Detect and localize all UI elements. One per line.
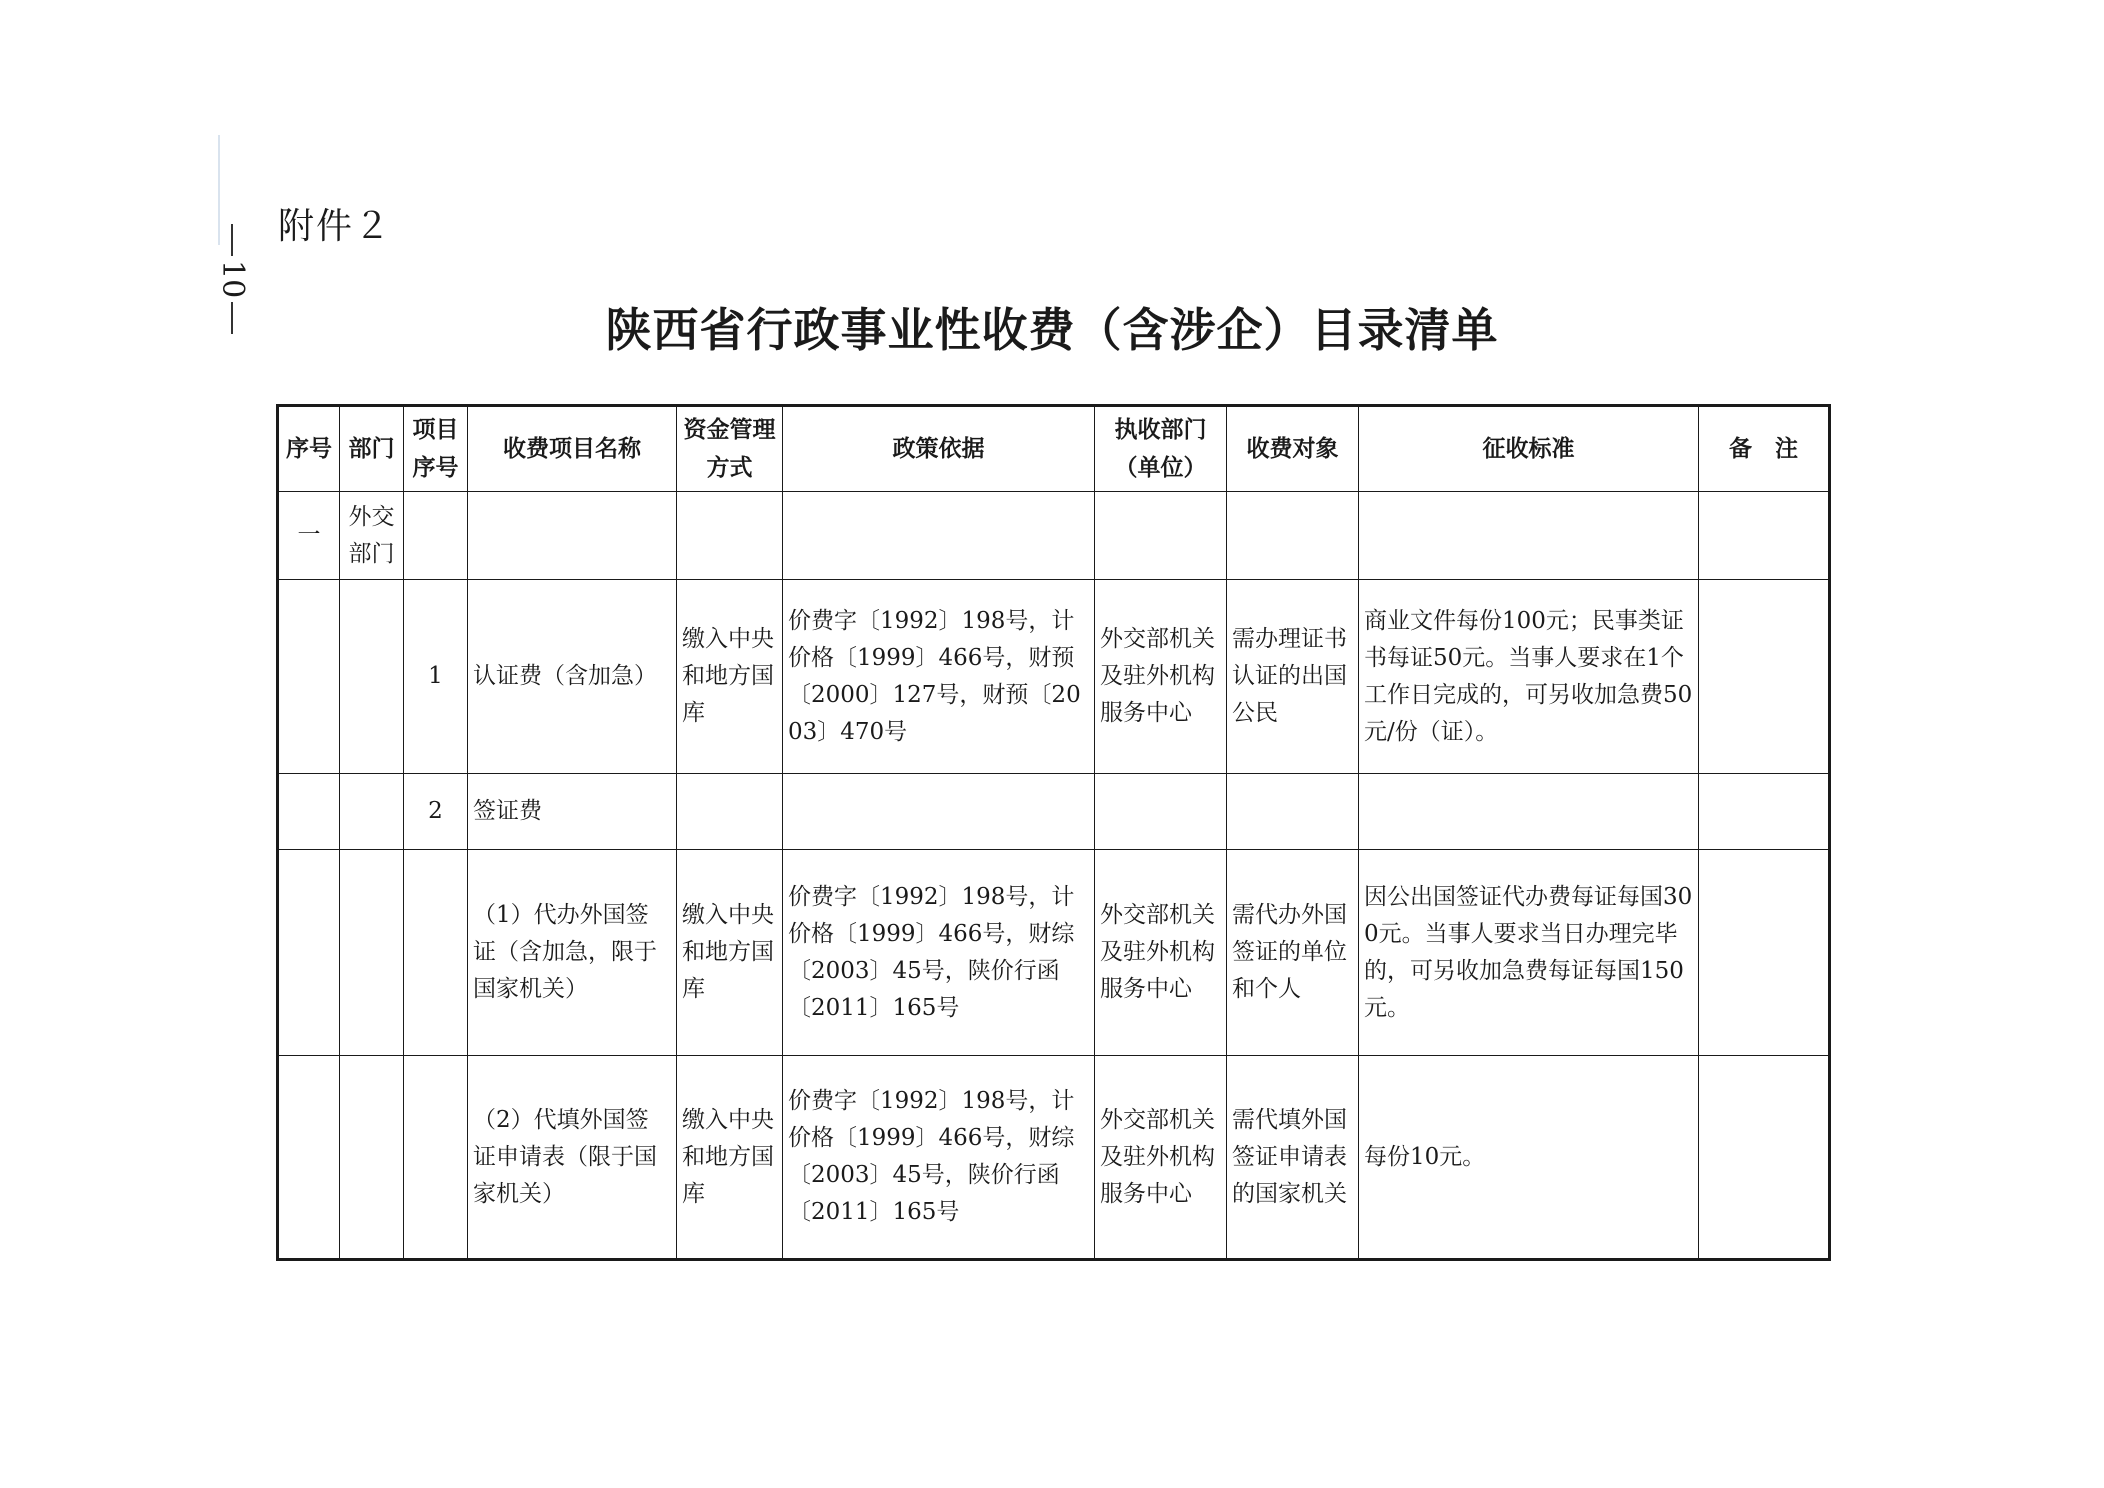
cell-collecting-unit — [1095, 774, 1227, 850]
header-item-name: 收费项目名称 — [468, 406, 677, 492]
cell-standard: 商业文件每份100元；民事类证书每证50元。当事人要求在1个工作日完成的，可另收加急费50元/份（证）。 — [1359, 580, 1699, 774]
cell-empty — [1699, 492, 1830, 580]
cell-department — [340, 774, 404, 850]
table-row-department — [278, 492, 1830, 580]
cell-policy-basis: 价费字〔1992〕198号，计价格〔1999〕466号，财综〔2003〕45号，陕价行函〔2011〕165号 — [783, 1056, 1095, 1260]
header-standard: 征收标准 — [1359, 406, 1699, 492]
cell-item-name: 认证费（含加急） — [468, 580, 677, 774]
cell-department — [340, 580, 404, 774]
table-header-row — [278, 406, 1830, 492]
cell-policy-basis: 价费字〔1992〕198号，计价格〔1999〕466号，财综〔2003〕45号，陕价行函〔2011〕165号 — [783, 850, 1095, 1056]
table-row — [278, 774, 1830, 850]
document-title: 陕西省行政事业性收费（含涉企）目录清单 — [605, 303, 1499, 357]
cell-empty — [468, 492, 677, 580]
cell-item-no — [404, 850, 468, 1056]
cell-policy-basis — [783, 774, 1095, 850]
cell-payer: 需代办外国签证的单位和个人 — [1227, 850, 1359, 1056]
cell-item-name: （1）代办外国签证（含加急，限于国家机关） — [468, 850, 677, 1056]
cell-standard — [1359, 774, 1699, 850]
header-remarks: 备 注 — [1699, 406, 1830, 492]
header-policy-basis: 政策依据 — [783, 406, 1095, 492]
cell-collecting-unit: 外交部机关及驻外机构服务中心 — [1095, 1056, 1227, 1260]
cell-empty — [1359, 492, 1699, 580]
cell-collecting-unit: 外交部机关及驻外机构服务中心 — [1095, 580, 1227, 774]
header-fund-management: 资金管理方式 — [677, 406, 783, 492]
cell-standard: 每份10元。 — [1359, 1056, 1699, 1260]
cell-item-no: 1 — [404, 580, 468, 774]
cell-fund-management: 缴入中央和地方国库 — [677, 850, 783, 1056]
cell-department — [340, 850, 404, 1056]
cell-item-name: 签证费 — [468, 774, 677, 850]
cell-fund-management: 缴入中央和地方国库 — [677, 1056, 783, 1260]
cell-empty — [677, 492, 783, 580]
page-number-text: 10 — [215, 260, 250, 299]
cell-department — [340, 1056, 404, 1260]
header-item-no: 项目序号 — [404, 406, 468, 492]
cell-seq — [278, 850, 340, 1056]
cell-seq — [278, 1056, 340, 1260]
table-row — [278, 580, 1830, 774]
cell-empty — [783, 492, 1095, 580]
cell-empty — [1095, 492, 1227, 580]
header-department: 部门 — [340, 406, 404, 492]
header-collecting-unit: 执收部门（单位） — [1095, 406, 1227, 492]
header-seq: 序号 — [278, 406, 340, 492]
cell-remarks — [1699, 850, 1830, 1056]
page-number-dash-top — [231, 224, 233, 256]
cell-department: 外交部门 — [340, 492, 404, 580]
cell-seq — [278, 580, 340, 774]
cell-payer — [1227, 774, 1359, 850]
cell-item-no: 2 — [404, 774, 468, 850]
table-row — [278, 1056, 1830, 1260]
cell-remarks — [1699, 580, 1830, 774]
cell-seq — [278, 774, 340, 850]
cell-policy-basis: 价费字〔1992〕198号，计价格〔1999〕466号，财预〔2000〕127号，财预〔2003〕470号 — [783, 580, 1095, 774]
cell-payer: 需代填外国签证申请表的国家机关 — [1227, 1056, 1359, 1260]
cell-empty — [1227, 492, 1359, 580]
cell-fund-management — [677, 774, 783, 850]
cell-remarks — [1699, 1056, 1830, 1260]
cell-item-name: （2）代填外国签证申请表（限于国家机关） — [468, 1056, 677, 1260]
cell-payer: 需办理证书认证的出国公民 — [1227, 580, 1359, 774]
cell-empty — [404, 492, 468, 580]
cell-remarks — [1699, 774, 1830, 850]
cell-item-no — [404, 1056, 468, 1260]
attachment-label: 附件２ — [278, 206, 393, 247]
header-payer: 收费对象 — [1227, 406, 1359, 492]
cell-fund-management: 缴入中央和地方国库 — [677, 580, 783, 774]
table-row — [278, 850, 1830, 1056]
cell-seq: 一 — [278, 492, 340, 580]
cell-collecting-unit: 外交部机关及驻外机构服务中心 — [1095, 850, 1227, 1056]
cell-standard: 因公出国签证代办费每证每国300元。当事人要求当日办理完毕的，可另收加急费每证每国150元。 — [1359, 850, 1699, 1056]
fee-catalog-table — [276, 404, 1831, 1261]
